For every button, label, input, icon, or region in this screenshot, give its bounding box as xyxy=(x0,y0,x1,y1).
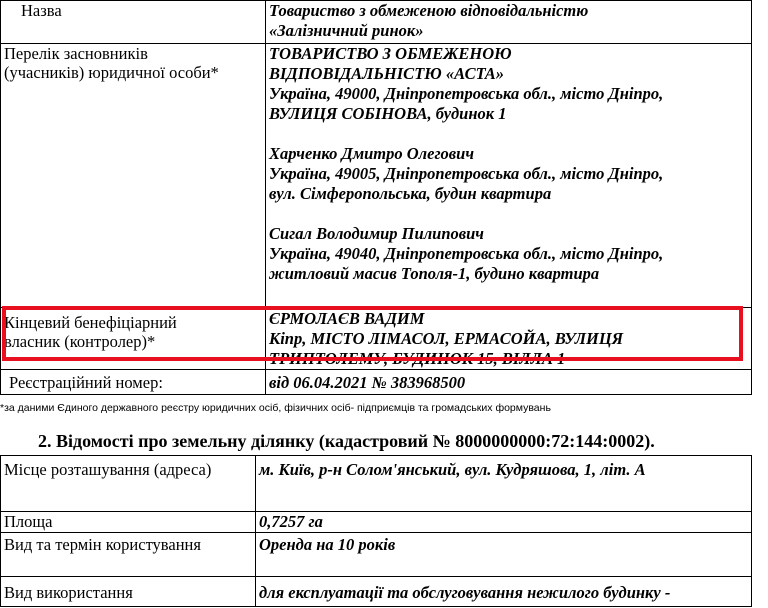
beneficiary-line: ТРИПТОЛЕМУ, БУДИНОК 15, ВІЛЛА 1 xyxy=(269,349,566,368)
founders-label-line: Перелік засновників xyxy=(4,44,148,63)
area-label: Площа xyxy=(1,512,256,533)
founder-line: Україна, 49040, Дніпропетровська обл., місто Дніпро, xyxy=(269,244,664,263)
name-value-line: «Залізничний ринок» xyxy=(269,21,424,40)
founder-line: ВУЛИЦЯ СОБІНОВА, будинок 1 xyxy=(269,104,507,123)
founder-line: Харченко Дмитро Олегович xyxy=(269,144,475,163)
founders-value xyxy=(266,44,752,308)
founder-line: ТОВАРИСТВО З ОБМЕЖЕНОЮ xyxy=(269,44,512,63)
founders-label xyxy=(1,44,266,308)
founder-line: Україна, 49000, Дніпропетровська обл., місто Дніпро, xyxy=(269,84,664,103)
beneficiary-row xyxy=(1,308,752,370)
use-term-row xyxy=(1,533,752,577)
area-value: 0,7257 га xyxy=(256,512,752,533)
founder-line: Україна, 49005, Дніпропетровська обл., місто Дніпро, xyxy=(269,164,664,183)
founder-line: житловий масив Тополя-1, будино квартира xyxy=(269,264,600,283)
beneficiary-label xyxy=(1,308,266,370)
founders-row xyxy=(1,44,752,308)
registration-value: від 06.04.2021 № 383968500 xyxy=(266,370,752,395)
founder-line: вул. Сімферопольська, будин квартира xyxy=(269,184,552,203)
use-term-value: Оренда на 10 років xyxy=(256,533,752,577)
purpose-value: для експлуатації та обслуговування нежилого будинку - xyxy=(256,577,752,607)
name-value-line: Товариство з обмеженою відповідальністю xyxy=(269,1,589,20)
name-row xyxy=(1,1,752,44)
name-label: Назва xyxy=(1,1,266,44)
section-heading: 2. Відомості про земельну ділянку (кадастровий № 8000000000:72:144:0002). xyxy=(38,431,655,451)
beneficiary-value xyxy=(266,308,752,370)
beneficiary-line: ЄРМОЛАЄВ ВАДИМ xyxy=(269,309,425,328)
footnote: *за даними Єдиного державного реєстру юридичних осіб, фізичних осіб- підприємців та громадських формувань xyxy=(0,402,551,414)
location-label: Місце розташування (адреса) xyxy=(1,456,256,512)
beneficiary-line: Кіпр, МІСТО ЛІМАСОЛ, ЕРМАСОЙА, ВУЛИЦЯ xyxy=(269,329,624,348)
location-row xyxy=(1,456,752,512)
land-plot-table xyxy=(0,455,752,607)
purpose-label: Вид використання xyxy=(1,577,256,607)
beneficiary-label-line: Кінцевий бенефіціарний xyxy=(4,313,177,332)
use-term-label: Вид та термін користування xyxy=(1,533,256,577)
area-row xyxy=(1,512,752,533)
location-value: м. Київ, р-н Солом'янський, вул. Кудряшова, 1, літ. А xyxy=(256,456,752,512)
registration-label: Реєстраційний номер: xyxy=(1,370,266,395)
founder-line: ВІДПОВІДАЛЬНІСТЮ «АСТА» xyxy=(269,64,504,83)
beneficiary-label-line: власник (контролер)* xyxy=(4,332,156,351)
founders-label-line: (учасників) юридичної особи* xyxy=(4,63,219,82)
founder-line: Сигал Володимир Пилипович xyxy=(269,224,484,243)
registration-row xyxy=(1,370,752,395)
name-value xyxy=(266,1,752,44)
purpose-row xyxy=(1,577,752,607)
